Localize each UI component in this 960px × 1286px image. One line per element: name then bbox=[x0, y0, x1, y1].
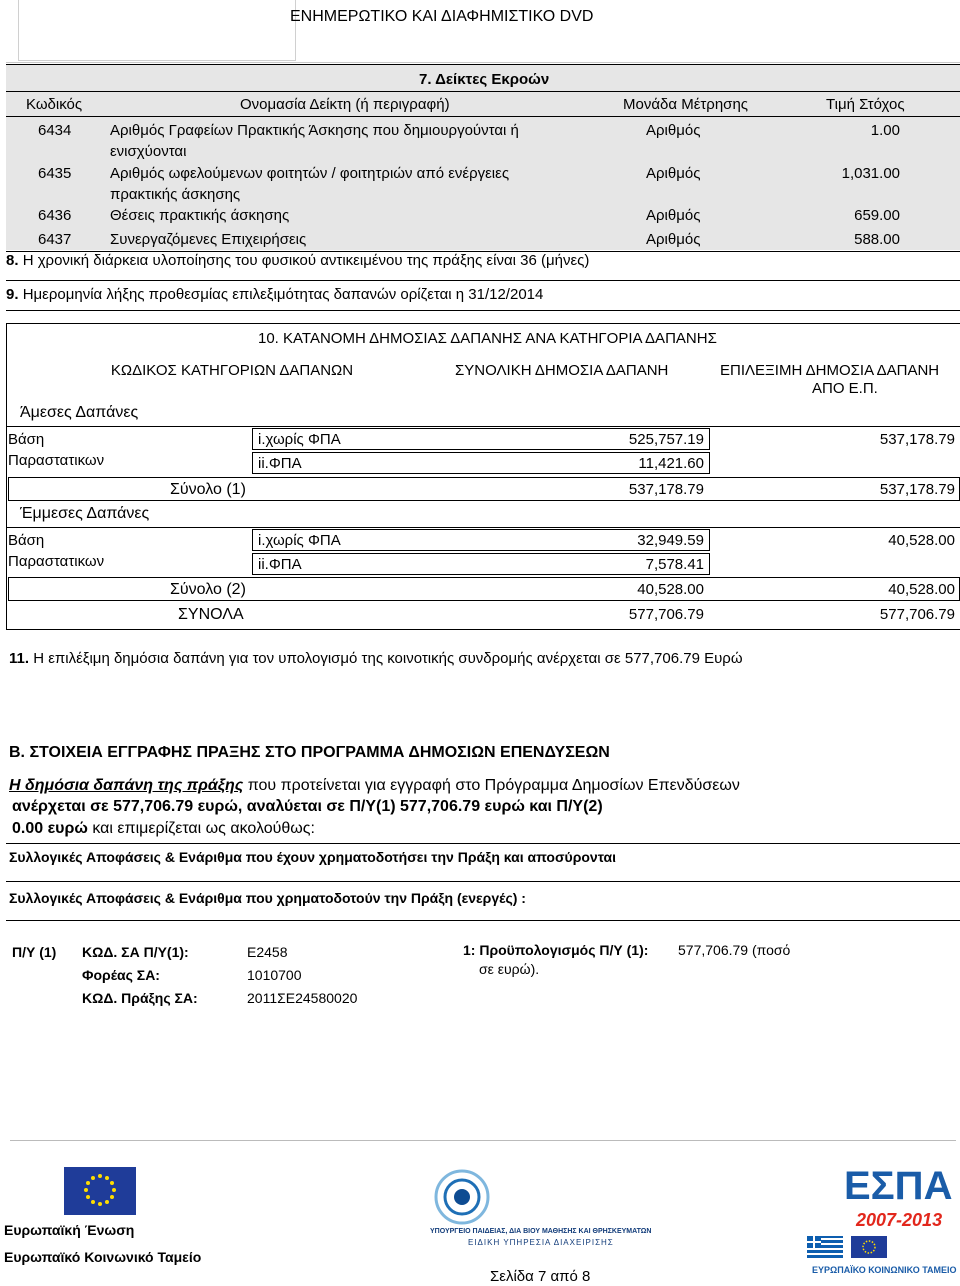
para-l2-b: , αναλύεται σε Π/Υ(1) 577,706.79 ευρώ bbox=[237, 798, 525, 815]
grand-total-label: ΣΥΝΟΛΑ bbox=[178, 606, 244, 623]
py-label: Π/Υ (1) bbox=[12, 944, 57, 960]
direct-basis-cont: Παραστατικων bbox=[8, 452, 105, 469]
indicator-name: Θέσεις πρακτικής άσκησης bbox=[110, 207, 290, 224]
item9-number: 9. bbox=[6, 286, 19, 303]
indicator-name-cont: πρακτικής άσκησης bbox=[110, 186, 241, 203]
section-b-para-l1 bbox=[9, 777, 740, 795]
decisions-active: Συλλογικές Αποφάσεις & Ενάριθμα που χρηματοδοτούν την Πράξη (ενεργές) : bbox=[9, 890, 526, 906]
allocation-title: 10. ΚΑΤΑΝΟΜΗ ΔΗΜΟΣΙΑΣ ΔΑΠΑΝΗΣ ΑΝΑ ΚΑΤΗΓΟΡΙΑ ΔΑΠΑΝΗΣ bbox=[258, 330, 717, 347]
indirect-subtotal-label: Σύνολο (2) bbox=[170, 581, 246, 598]
col-name: Ονομασία Δείκτη (ή περιγραφή) bbox=[240, 96, 450, 113]
direct-subtotal-eligible: 537,178.79 bbox=[879, 481, 955, 498]
direct-subtotal-total: 537,178.79 bbox=[628, 481, 704, 498]
eu-flag-small-icon bbox=[851, 1236, 887, 1258]
direct-basis: Βάση bbox=[8, 431, 45, 448]
para-l1-rest: που προτείνεται για εγγραφή στο Πρόγραμμα Δημοσίων Επενδύσεων bbox=[243, 777, 740, 794]
direct-costs-heading: Άμεσες Δαπάνες bbox=[20, 404, 139, 421]
indicator-code: 6437 bbox=[38, 231, 72, 248]
indicator-code: 6436 bbox=[38, 207, 72, 224]
indicator-target: 1.00 bbox=[870, 122, 900, 139]
direct-row1-total: 525,757.19 bbox=[628, 431, 704, 448]
col-unit: Μονάδα Μέτρησης bbox=[623, 96, 749, 113]
code-act-label: ΚΩΔ. Πράξης ΣΑ: bbox=[82, 990, 198, 1006]
indicator-name: Συνεργαζόμενες Επιχειρήσεις bbox=[110, 231, 307, 248]
allocation-col-total: ΣΥΝΟΛΙΚΗ ΔΗΜΟΣΙΑ ΔΑΠΑΝΗ bbox=[455, 362, 669, 379]
indicator-unit: Αριθμός bbox=[646, 122, 701, 139]
indirect-row2-total: 7,578.41 bbox=[645, 556, 704, 573]
indicator-unit: Αριθμός bbox=[646, 165, 701, 182]
page-number: Σελίδα 7 από 8 bbox=[490, 1268, 591, 1285]
esf-label: Ευρωπαϊκό Κοινωνικό Ταμείο bbox=[4, 1249, 202, 1265]
indicators-table bbox=[6, 62, 960, 252]
indicator-name-cont: ενισχύονται bbox=[110, 143, 187, 160]
body-sa-value: 1010700 bbox=[247, 967, 302, 983]
header-left-box bbox=[18, 0, 296, 61]
para-em: Η δημόσια δαπάνη της πράξης bbox=[9, 777, 244, 794]
indicator-target: 588.00 bbox=[854, 231, 900, 248]
budget-label: 1: Προϋπολογισμός Π/Υ (1): bbox=[463, 942, 649, 958]
para-l3-a: 0.00 ευρώ bbox=[12, 820, 88, 837]
section-b-title: Β. ΣΤΟΙΧΕΙΑ ΕΓΓΡΑΦΗΣ ΠΡΑΞΗΣ ΣΤΟ ΠΡΟΓΡΑΜΜΑ ΔΗΜΟΣΙΩΝ ΕΠΕΝΔΥΣΕΩΝ bbox=[9, 744, 610, 761]
item9-row bbox=[6, 286, 960, 311]
indirect-row1-eligible: 40,528.00 bbox=[888, 532, 955, 549]
allocation-col-eligible-cont: ΑΠΟ Ε.Π. bbox=[812, 380, 878, 397]
indirect-subtotal-total: 40,528.00 bbox=[637, 581, 704, 598]
col-target: Τιμή Στόχος bbox=[826, 96, 905, 113]
grand-total-eligible: 577,706.79 bbox=[879, 606, 955, 623]
body-sa-label: Φορέας ΣΑ: bbox=[82, 967, 160, 983]
item8-text: Η χρονική διάρκεια υλοποίησης του φυσικού αντικειμένου της πράξης είναι 36 (μήνες) bbox=[22, 252, 590, 269]
indirect-subtotal-eligible: 40,528.00 bbox=[888, 581, 955, 598]
para-l2-c: και Π/Υ(2) bbox=[524, 798, 603, 815]
indirect-row1-label: i.χωρίς ΦΠΑ bbox=[258, 532, 341, 549]
indicator-target: 659.00 bbox=[854, 207, 900, 224]
indirect-basis-cont: Παραστατικων bbox=[8, 553, 105, 570]
para-l2-a: ανέρχεται σε 577,706.79 ευρώ bbox=[12, 798, 238, 815]
eu-label: Ευρωπαϊκή Ένωση bbox=[4, 1222, 135, 1238]
indirect-basis: Βάση bbox=[8, 532, 45, 549]
allocation-col-category: ΚΩΔΙΚΟΣ ΚΑΤΗΓΟΡΙΩΝ ΔΑΠΑΝΩΝ bbox=[110, 362, 354, 379]
indicator-code: 6434 bbox=[38, 122, 72, 139]
espa-title: ΕΣΠΑ bbox=[844, 1164, 953, 1208]
greek-flag-icon bbox=[807, 1236, 843, 1258]
code-act-value: 2011ΣΕ24580020 bbox=[247, 990, 358, 1006]
code-sa-label: ΚΩΔ. ΣΑ Π/Υ(1): bbox=[82, 944, 189, 960]
direct-row1-eligible: 537,178.79 bbox=[879, 431, 955, 448]
grand-total-total: 577,706.79 bbox=[628, 606, 704, 623]
budget-value-cont: σε ευρώ). bbox=[479, 961, 540, 977]
indicator-unit: Αριθμός bbox=[646, 207, 701, 224]
decisions-funded: Συλλογικές Αποφάσεις & Ενάριθμα που έχουν χρηματοδοτήσει την Πράξη και αποσύρονται bbox=[9, 849, 617, 865]
direct-row2-label: ii.ΦΠΑ bbox=[258, 455, 302, 472]
espa-years: 2007-2013 bbox=[856, 1210, 943, 1230]
indirect-row1-total: 32,949.59 bbox=[637, 532, 704, 549]
item11-number: 11. bbox=[9, 650, 30, 667]
indirect-row2-label: ii.ΦΠΑ bbox=[258, 556, 302, 573]
document-title: ΕΝΗΜΕΡΩΤΙΚΟ ΚΑΙ ΔΙΑΦΗΜΙΣΤΙΚΟ DVD bbox=[290, 8, 594, 25]
programme-emblem-icon bbox=[432, 1168, 492, 1226]
allocation-col-eligible: ΕΠΙΛΕΞΙΜΗ ΔΗΜΟΣΙΑ ΔΑΠΑΝΗ bbox=[720, 362, 940, 379]
indicator-target: 1,031.00 bbox=[841, 165, 900, 182]
espa-subtitle: ΕΥΡΩΠΑΪΚΟ ΚΟΙΝΩΝΙΚΟ ΤΑΜΕΙΟ bbox=[812, 1265, 957, 1275]
direct-row1-label: i.χωρίς ΦΠΑ bbox=[258, 431, 341, 448]
code-sa-value: Ε2458 bbox=[247, 944, 288, 960]
eu-flag-icon bbox=[64, 1167, 136, 1215]
item9-text: Ημερομηνία λήξης προθεσμίας επιλεξιμότητας δαπανών ορίζεται η 31/12/2014 bbox=[22, 286, 544, 303]
indicators-title: 7. Δείκτες Εκροών bbox=[419, 71, 550, 88]
indicator-code: 6435 bbox=[38, 165, 72, 182]
para-l3-b: και επιμερίζεται ως ακολούθως: bbox=[87, 820, 315, 837]
direct-row2-total: 11,421.60 bbox=[638, 455, 704, 472]
item11-row bbox=[9, 650, 743, 667]
section-b-para-l2 bbox=[12, 798, 603, 816]
indicator-name: Αριθμός ωφελούμενων φοιτητών / φοιτητριών από ενέργειες bbox=[110, 165, 510, 182]
direct-subtotal-label: Σύνολο (1) bbox=[170, 481, 246, 498]
indicator-unit: Αριθμός bbox=[646, 231, 701, 248]
programme-logo bbox=[424, 1168, 652, 1250]
item11-text: Η επιλέξιμη δημόσια δαπάνη για τον υπολογισμό της κοινοτικής συνδρομής ανέρχεται σε 577,706.79 Ευρώ bbox=[33, 650, 743, 667]
section-b-para-l3 bbox=[12, 820, 315, 838]
programme-service: ΕΙΔΙΚΗ ΥΠΗΡΕΣΙΑ ΔΙΑΧΕΙΡΙΣΗΣ bbox=[468, 1238, 614, 1247]
indirect-costs-heading: Έμμεσες Δαπάνες bbox=[20, 505, 150, 522]
item8-row bbox=[6, 252, 960, 281]
budget-value: 577,706.79 (ποσό bbox=[678, 942, 791, 958]
programme-ministry: ΥΠΟΥΡΓΕΙΟ ΠΑΙΔΕΙΑΣ, ΔΙΑ ΒΙΟΥ ΜΑΘΗΣΗΣ ΚΑΙ ΘΡΗΣΚΕΥΜΑΤΩΝ bbox=[430, 1228, 652, 1235]
indicator-name: Αριθμός Γραφείων Πρακτικής Άσκησης που δημιουργούνται ή bbox=[110, 122, 519, 139]
item8-number: 8. bbox=[6, 252, 19, 269]
col-code: Κωδικός bbox=[26, 96, 83, 113]
